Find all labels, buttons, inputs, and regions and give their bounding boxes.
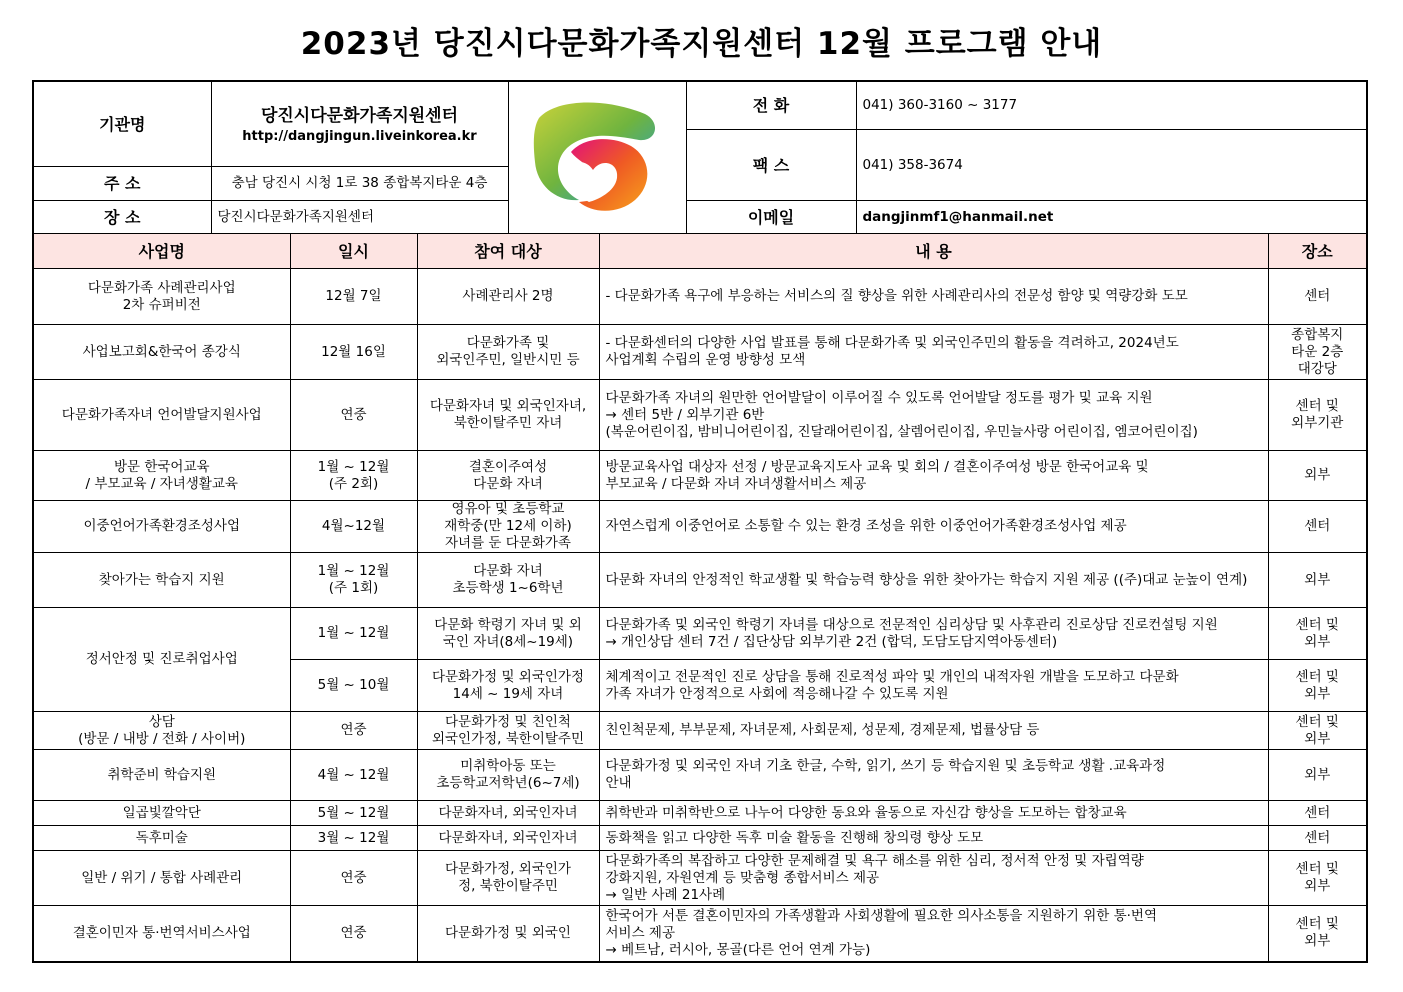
row-target: 사례관리사 2명 [417,269,599,325]
header-content: 내 용 [599,234,1268,269]
row-place: 센터 및 외부 [1268,660,1367,712]
row-content: 취학반과 미취학반으로 나누어 다양한 동요와 율동으로 자신감 향상을 도모하는 합창교육 [599,801,1268,826]
row-date: 5월 ~ 10월 [290,660,417,712]
row-date: 1월 ~ 12월 (주 1회) [290,553,417,608]
table-row [33,451,1367,501]
table-row [33,380,1367,451]
row-place: 외부 [1268,750,1367,801]
row-place: 센터 [1268,269,1367,325]
row-date: 12월 7일 [290,269,417,325]
table-row [33,906,1367,962]
row-place: 센터 [1268,501,1367,553]
table-row [33,851,1367,906]
row-target: 영유아 및 초등학교 재학중(만 12세 이하) 자녀를 둔 다문화가족 [417,501,599,553]
place-label: 장 소 [33,201,211,236]
row-name: 이중언어가족환경조성사업 [33,501,290,553]
row-place: 종합복지 타운 2층 대강당 [1268,325,1367,380]
table-row [33,501,1367,553]
address-label: 주 소 [33,167,211,201]
row-target: 다문화가정 및 외국인가정 14세 ~ 19세 자녀 [417,660,599,712]
phone-label: 전 화 [686,81,856,130]
row-target: 다문화가정 및 친인척 외국인가정, 북한이탈주민 [417,712,599,750]
row-content: 동화책을 읽고 다양한 독후 미술 활동을 진행해 창의령 향상 도모 [599,826,1268,851]
row-place: 센터 [1268,801,1367,826]
program-header-row [33,234,1367,269]
row-place: 센터 및 외부 [1268,851,1367,906]
row-date: 연중 [290,906,417,962]
row-name: 방문 한국어교육 / 부모교육 / 자녀생활교육 [33,451,290,501]
row-target: 다문화자녀, 외국인자녀 [417,801,599,826]
row-name: 사업보고회&한국어 종강식 [33,325,290,380]
row-date: 4월~12월 [290,501,417,553]
row-date: 연중 [290,712,417,750]
row-date: 3월 ~ 12월 [290,826,417,851]
row-content: 자연스럽게 이중언어로 소통할 수 있는 환경 조성을 위한 이중언어가족환경조성사업 제공 [599,501,1268,553]
row-name: 다문화가족자녀 언어발달지원사업 [33,380,290,451]
row-place: 외부 [1268,553,1367,608]
address-value: 충남 당진시 시청 1로 38 종합복지타운 4층 [211,167,508,201]
row-content: 다문화가족 및 외국인 학령기 자녀를 대상으로 전문적인 심리상담 및 사후관리 진로상담 진로컨설팅 지원 → 개인상담 센터 7건 / 집단상담 외부기관 2건 (합덕, 도담도담지역아동센터) [599,608,1268,660]
fax-value: 041) 358-3674 [856,130,1367,201]
row-place: 센터 및 외부 [1268,608,1367,660]
row-target: 다문화가정, 외국인가 정, 북한이탈주민 [417,851,599,906]
org-label: 기관명 [33,81,211,167]
row-date: 1월 ~ 12월 (주 2회) [290,451,417,501]
table-row [33,826,1367,851]
row-place: 센터 및 외부 [1268,712,1367,750]
row-name: 결혼이민자 통·번역서비스사업 [33,906,290,962]
row-date: 5월 ~ 12월 [290,801,417,826]
page-title: 2023년 당진시다문화가족지원센터 12월 프로그램 안내 [300,26,1103,62]
row-place: 센터 [1268,826,1367,851]
row-date: 연중 [290,380,417,451]
row-place: 외부 [1268,451,1367,501]
row-target: 다문화가정 및 외국인 [417,906,599,962]
table-row [33,325,1367,380]
row-place: 센터 및 외부기관 [1268,380,1367,451]
fax-label: 팩 스 [686,130,856,201]
row-target: 다문화가족 및 외국인주민, 일반시민 등 [417,325,599,380]
header-date: 일시 [290,234,417,269]
row-date: 12월 16일 [290,325,417,380]
row-date: 1월 ~ 12월 [290,608,417,660]
row-content: 다문화가족 자녀의 원만한 언어발달이 이루어질 수 있도록 언어발달 정도를 평가 및 교육 지원 → 센터 5반 / 외부기관 6반 (복운어린이집, 밤비니어린이집, 진달래어린이집, 살렘어린이집, 우민늘사랑 어린이집, 엠코어린이집) [599,380,1268,451]
row-content: 다문화가정 및 외국인 자녀 기초 한글, 수학, 읽기, 쓰기 등 학습지원 및 초등학교 생활 .교육과정 안내 [599,750,1268,801]
row-name: 상담 (방문 / 내방 / 전화 / 사이버) [33,712,290,750]
info-table [32,80,1368,236]
row-target: 다문화 자녀 초등학생 1~6학년 [417,553,599,608]
table-row [33,608,1367,660]
email-value: dangjinmf1@hanmail.net [856,201,1367,236]
header-name: 사업명 [33,234,290,269]
row-name: 취학준비 학습지원 [33,750,290,801]
table-row [33,801,1367,826]
row-name: 정서안정 및 진로취업사업 [33,608,290,712]
row-name: 일곱빛깔악단 [33,801,290,826]
table-row [33,750,1367,801]
row-name: 다문화가족 사례관리사업 2차 슈퍼비전 [33,269,290,325]
row-content: 체계적이고 전문적인 진로 상담을 통해 진로적성 파악 및 개인의 내적자원 개발을 도모하고 다문화 가족 자녀가 안정적으로 사회에 적응해나갈 수 있도록 지원 [599,660,1268,712]
row-content: 친인척문제, 부부문제, 자녀문제, 사회문제, 성문제, 경제문제, 법률상담 등 [599,712,1268,750]
phone-value: 041) 360-3160 ~ 3177 [856,81,1367,130]
org-url: http://dangjingun.liveinkorea.kr [242,128,477,144]
row-date: 연중 [290,851,417,906]
program-table [32,233,1368,963]
table-row [33,269,1367,325]
place-value: 당진시다문화가족지원센터 [211,201,508,236]
header-place: 장소 [1268,234,1367,269]
row-target: 다문화자녀, 외국인자녀 [417,826,599,851]
row-target: 미취학아동 또는 초등학교저학년(6~7세) [417,750,599,801]
row-content: - 다문화가족 욕구에 부응하는 서비스의 질 향상을 위한 사례관리사의 전문성 함양 및 역량강화 도모 [599,269,1268,325]
email-label: 이메일 [686,201,856,236]
row-name: 일반 / 위기 / 통합 사례관리 [33,851,290,906]
org-cell [211,81,508,167]
org-name: 당진시다문화가족지원센터 [260,105,459,126]
table-row [33,712,1367,750]
row-name: 독후미술 [33,826,290,851]
row-name: 찾아가는 학습지 지원 [33,553,290,608]
row-content: - 다문화센터의 다양한 사업 발표를 통해 다문화가족 및 외국인주민의 활동을 격려하고, 2024년도 사업계획 수립의 운영 방향성 모색 [599,325,1268,380]
row-target: 다문화 학령기 자녀 및 외 국인 자녀(8세~19세) [417,608,599,660]
row-target: 결혼이주여성 다문화 자녀 [417,451,599,501]
row-target: 다문화자녀 및 외국인자녀, 북한이탈주민 자녀 [417,380,599,451]
row-content: 다문화가족의 복잡하고 다양한 문제해결 및 욕구 해소를 위한 심리, 정서적 안정 및 자립역량 강화지원, 자원연계 등 맞춤형 종합서비스 제공 → 일반 사례 21사례 [599,851,1268,906]
row-date: 4월 ~ 12월 [290,750,417,801]
row-content: 방문교육사업 대상자 선정 / 방문교육지도사 교육 및 회의 / 결혼이주여성 방문 한국어교육 및 부모교육 / 다문화 자녀 자녀생활서비스 제공 [599,451,1268,501]
row-content: 한국어가 서툰 결혼이민자의 가족생활과 사회생활에 필요한 의사소통을 지원하기 위한 통·번역 서비스 제공 → 베트남, 러시아, 몽골(다른 언어 연계 가능) [599,906,1268,962]
center-logo-icon [527,96,667,216]
header-target: 참여 대상 [417,234,599,269]
table-row [33,553,1367,608]
row-place: 센터 및 외부 [1268,906,1367,962]
row-content: 다문화 자녀의 안정적인 학교생활 및 학습능력 향상을 위한 찾아가는 학습지 지원 제공 ((주)대교 눈높이 연계) [599,553,1268,608]
logo-cell [508,81,686,235]
